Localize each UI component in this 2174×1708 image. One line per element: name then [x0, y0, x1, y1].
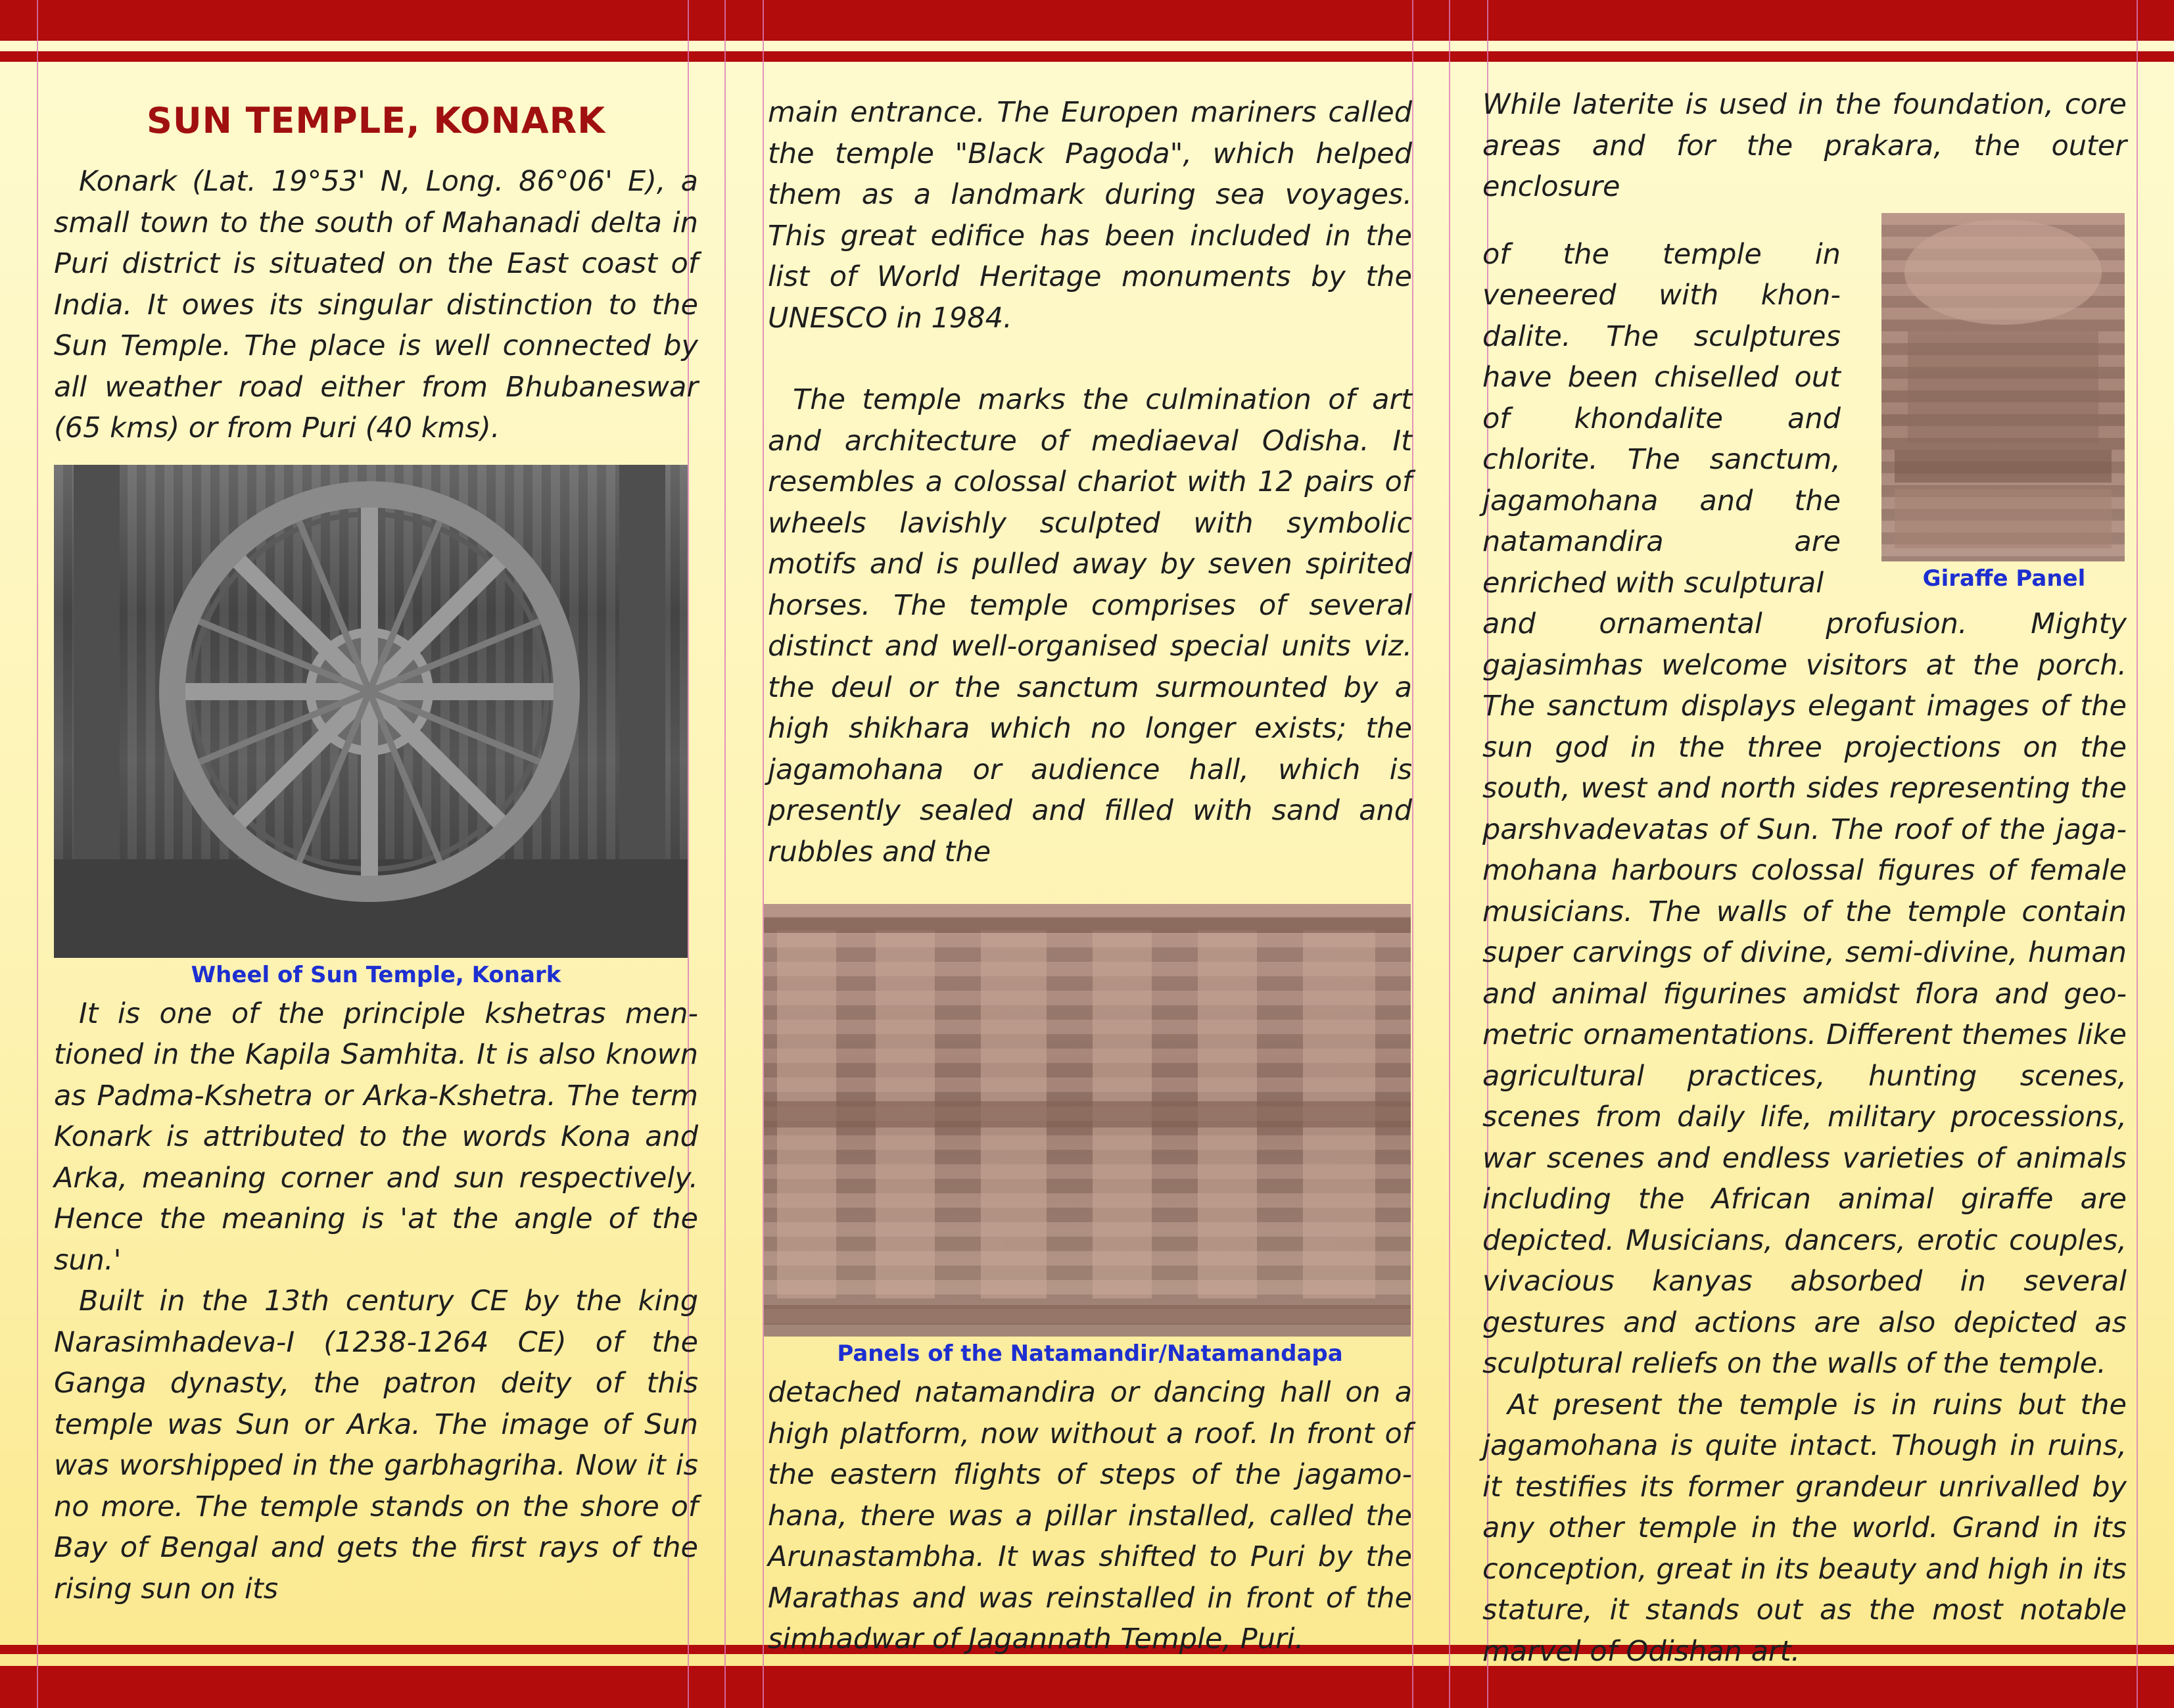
natamandira-paragraph: detached natamandira or dancing hall on a high platform, now without a roof. In front of the eastern flights of steps of the jagamo-hana, there was a pillar installed, called the Arunastambha. It was shifted to Puri by the Marathas and was reinstalled in front of the simhadwar of Jagannath Temple, Puri. [768, 1376, 1412, 1655]
laterite-paragraph: While laterite is used in the foundation, core areas and for the prakara, the outer enclosure [1482, 88, 2127, 203]
present-paragraph: At present the temple is in ruins but the jagamohana is quite intact. Though in ruins, it testifies its former grandeur unrivalled by any other temple in the world. Grand in its conception, great in its beauty and high in its stature, it stands out as the most notable marvel of Odishan art. [1482, 1388, 2127, 1668]
guide-line [1412, 0, 1413, 1708]
wheel-photo [54, 465, 688, 958]
panel-left [54, 87, 698, 1609]
bottom-band [0, 1666, 2174, 1708]
page-title: SUN TEMPLE, KONARK [146, 100, 606, 141]
architecture-paragraph: The temple marks the culmination of art and architecture of mediaeval Odisha. It resembles a colossal chariot with 12 pairs of wheels lavishly sculpted with symbolic motifs and is pulled away by seven spirited horses. The temple comprises of several distinct and well-organised special units viz. the deul or the sanctum surmounted by a high shikhara which no longer exists; the jagamohana or audience hall, which is presently sealed and filled with sand and rubbles and the [768, 383, 1412, 868]
history-paragraph: Built in the 13th century CE by the king Narasimhadeva-I (1238-1264 CE) of the Ganga dynasty, the patron deity of this temple was Sun or Arka. The image of Sun was worshipped in the garbhagriha. Now it is no more. The temple stands on the shore of Bay of Bengal and gets the first rays of the rising sun on its [54, 1285, 698, 1605]
giraffe-figure [1881, 213, 2127, 597]
guide-line [2137, 0, 2138, 1708]
guide-line [37, 0, 38, 1708]
kshetra-paragraph: It is one of the principle kshetras men-tioned in the Kapila Samhita. It is also known as Padma-Kshetra or Arka-Kshetra. The term Konark is attributed to the words Kona and Arka, meaning corner and sun respectively. Hence the meaning is 'at the angle of the sun.' [54, 997, 698, 1277]
intro-paragraph: Konark (Lat. 19°53' N, Long. 86°06' E), a small town to the south of Mahanadi delta in Puri district is situated on the East coast of India. It owes its singular distinction to the Sun Temple. The place is well connected by all weather road either from Bhubaneswar (65 kms) or from Puri (40 kms). [54, 165, 698, 444]
natamandir-caption: Panels of the Natamandir/Natamandapa [837, 1340, 1343, 1367]
top-rule [0, 51, 2174, 62]
ornament-paragraph: and ornamental profusion. Mighty gajasimhas welcome visitors at the porch. The sanctum displays elegant images of the sun god in the three projections on the south, west and north sides representing the parshvadevatas of Sun. The roof of the jaga-mohana harbours colossal figures of female musicians. The walls of the temple contain super carvings of divine, semi-divine, human and animal figurines amidst flora and geo-metric ornamentations. Different themes like agricultural practices, hunting scenes, scenes from daily life, military processions, war scenes and endless varieties of animals including the African animal giraffe are depicted. Musicians, dancers, erotic couples, vivacious kanyas absorbed in several gestures and actions are also depicted as sculptural reliefs on the walls of the temple. [1482, 607, 2127, 1380]
natamandir-photo [764, 904, 1411, 1337]
khondalite-paragraph: of the temple in veneered with khon-dalite. The sculptures have been chiselled out of khondalite and chlorite. The sanctum, jagamohana and the natamandira are enriched with sculptural [1482, 237, 1841, 600]
entrance-paragraph: main entrance. The Europen mariners called the temple "Black Pagoda", which helped them as a landmark during sea voyages. This great edifice has been included in the list of World Heritage monuments by the UNESCO in 1984. [768, 96, 1412, 335]
panel-middle [768, 92, 1412, 1660]
wrap-section [1482, 208, 2127, 604]
guide-line [724, 0, 726, 1708]
guide-line [1449, 0, 1450, 1708]
guide-line [763, 0, 764, 1708]
wheel-caption: Wheel of Sun Temple, Konark [191, 961, 561, 988]
top-band [0, 0, 2174, 41]
panel-right [1482, 84, 2127, 1672]
giraffe-photo [1881, 213, 2125, 561]
giraffe-caption: Giraffe Panel [1922, 565, 2086, 592]
